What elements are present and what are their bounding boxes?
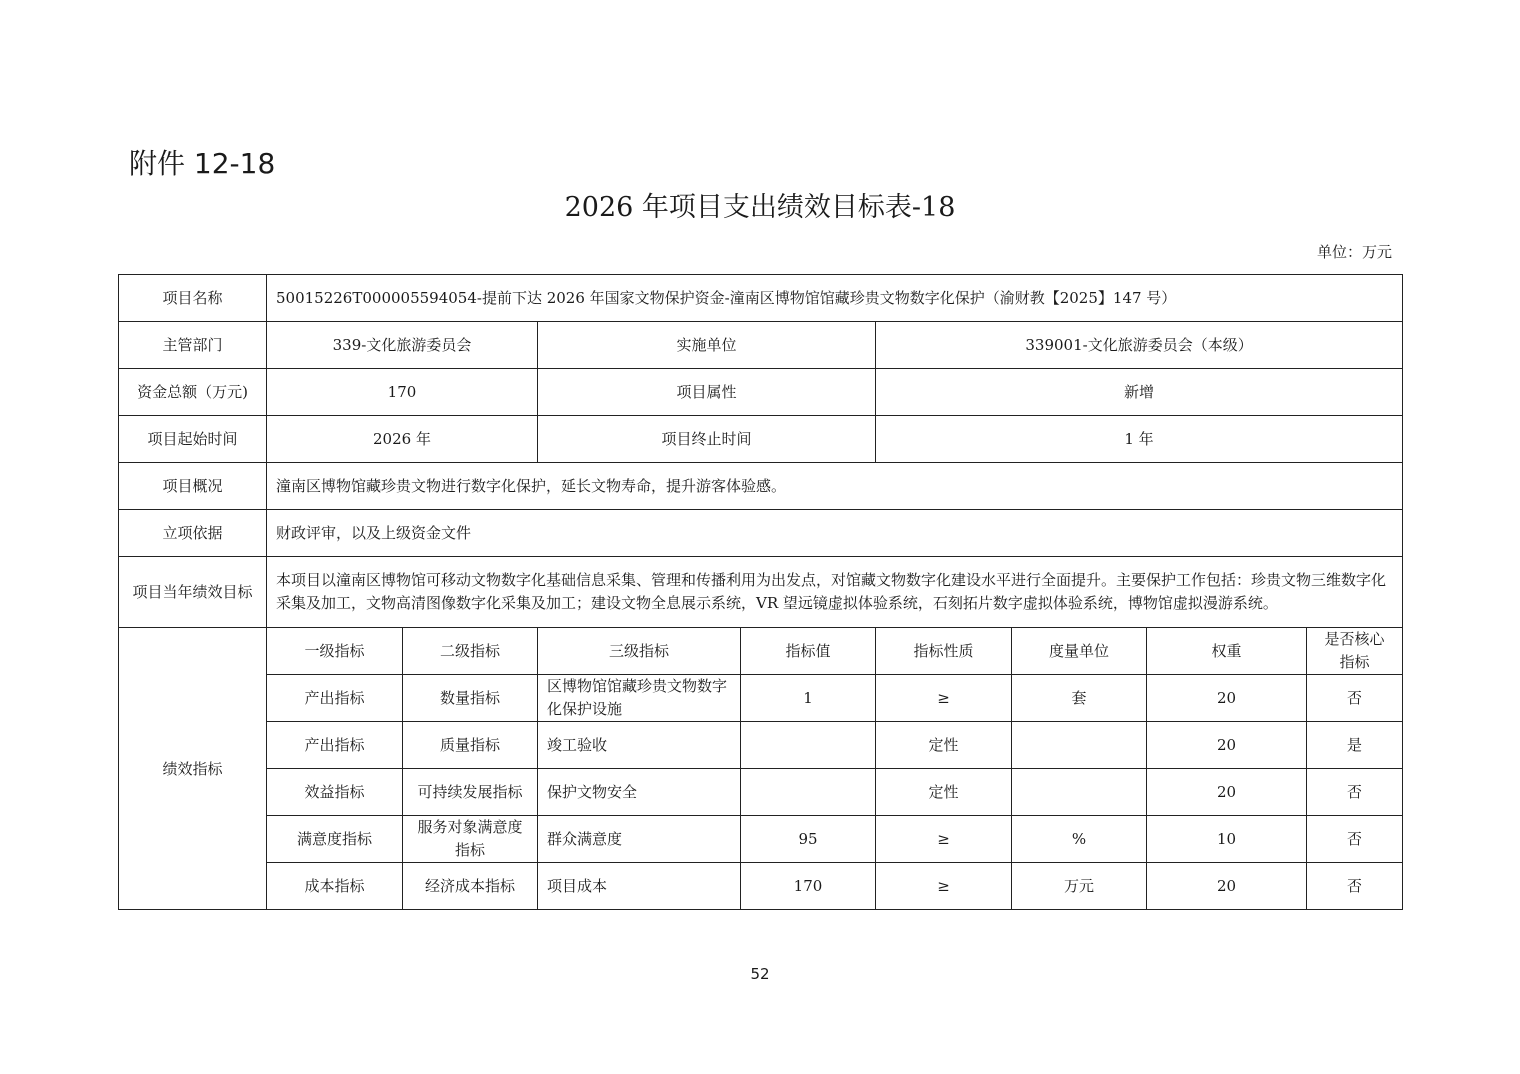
project-attr-label: 项目属性 [538, 369, 876, 416]
overview-label: 项目概况 [119, 463, 267, 510]
table-row [119, 863, 1403, 910]
unit-cell [1012, 769, 1147, 816]
level3-cell: 项目成本 [538, 863, 741, 910]
nature-cell: ≥ [876, 816, 1012, 863]
value-cell: 170 [741, 863, 876, 910]
basis-row [119, 510, 1403, 557]
goal-row [119, 557, 1403, 628]
level2-cell: 质量指标 [403, 722, 538, 769]
funds-value: 170 [267, 369, 538, 416]
performance-goal-table [118, 274, 1403, 910]
level1-cell: 产出指标 [267, 722, 403, 769]
weight-cell: 20 [1147, 863, 1307, 910]
level2-cell: 数量指标 [403, 675, 538, 722]
page-number: 52 [750, 965, 770, 983]
dept-row [119, 322, 1403, 369]
core-cell: 否 [1307, 675, 1403, 722]
overview-value: 潼南区博物馆藏珍贵文物进行数字化保护，延长文物寿命，提升游客体验感。 [267, 463, 1403, 510]
core-cell: 是 [1307, 722, 1403, 769]
level3-cell: 竣工验收 [538, 722, 741, 769]
header-level2: 二级指标 [403, 628, 538, 675]
basis-value: 财政评审，以及上级资金文件 [267, 510, 1403, 557]
header-core: 是否核心指标 [1307, 628, 1403, 675]
project-name-row [119, 275, 1403, 322]
unit-cell: % [1012, 816, 1147, 863]
unit-note: 单位：万元 [1316, 243, 1392, 261]
goal-label: 项目当年绩效目标 [119, 557, 267, 628]
project-attr-value: 新增 [876, 369, 1403, 416]
header-weight: 权重 [1147, 628, 1307, 675]
header-value: 指标值 [741, 628, 876, 675]
funds-label: 资金总额（万元) [119, 369, 267, 416]
level1-cell: 满意度指标 [267, 816, 403, 863]
value-cell [741, 722, 876, 769]
project-name-label: 项目名称 [119, 275, 267, 322]
project-name-value: 50015226T000005594054-提前下达 2026 年国家文物保护资金-潼南区博物馆馆藏珍贵文物数字化保护（渝财教【2025】147 号） [267, 275, 1403, 322]
basis-label: 立项依据 [119, 510, 267, 557]
nature-cell: 定性 [876, 769, 1012, 816]
funds-row [119, 369, 1403, 416]
table-row [119, 816, 1403, 863]
weight-cell: 20 [1147, 722, 1307, 769]
level2-cell: 经济成本指标 [403, 863, 538, 910]
table-row [119, 769, 1403, 816]
end-time-label: 项目终止时间 [538, 416, 876, 463]
dept-label: 主管部门 [119, 322, 267, 369]
end-time-value: 1 年 [876, 416, 1403, 463]
page-title: 2026 年项目支出绩效目标表-18 [564, 192, 956, 223]
level2-cell: 可持续发展指标 [403, 769, 538, 816]
level2-cell: 服务对象满意度指标 [403, 816, 538, 863]
start-time-value: 2026 年 [267, 416, 538, 463]
impl-unit-value: 339001-文化旅游委员会（本级） [876, 322, 1403, 369]
level1-cell: 效益指标 [267, 769, 403, 816]
core-cell: 否 [1307, 863, 1403, 910]
header-nature: 指标性质 [876, 628, 1012, 675]
nature-cell: ≥ [876, 863, 1012, 910]
start-time-label: 项目起始时间 [119, 416, 267, 463]
indicators-section-label: 绩效指标 [119, 628, 267, 910]
unit-cell [1012, 722, 1147, 769]
overview-row [119, 463, 1403, 510]
core-cell: 否 [1307, 816, 1403, 863]
nature-cell: ≥ [876, 675, 1012, 722]
nature-cell: 定性 [876, 722, 1012, 769]
goal-value: 本项目以潼南区博物馆可移动文物数字化基础信息采集、管理和传播利用为出发点，对馆藏文物数字化建设水平进行全面提升。主要保护工作包括：珍贵文物三维数字化采集及加工，文物高清图像数字化采集及加工；建设文物全息展示系统，VR 望远镜虚拟体验系统，石刻拓片数字虚拟体验系统，博物馆虚拟漫游系统。 [267, 557, 1403, 628]
header-level3: 三级指标 [538, 628, 741, 675]
header-unit: 度量单位 [1012, 628, 1147, 675]
table-row [119, 675, 1403, 722]
time-row [119, 416, 1403, 463]
unit-cell: 万元 [1012, 863, 1147, 910]
weight-cell: 10 [1147, 816, 1307, 863]
value-cell: 95 [741, 816, 876, 863]
level1-cell: 成本指标 [267, 863, 403, 910]
dept-value: 339-文化旅游委员会 [267, 322, 538, 369]
value-cell: 1 [741, 675, 876, 722]
indicator-header-row [119, 628, 1403, 675]
weight-cell: 20 [1147, 769, 1307, 816]
value-cell [741, 769, 876, 816]
level3-cell: 保护文物安全 [538, 769, 741, 816]
core-cell: 否 [1307, 769, 1403, 816]
attachment-label: 附件 12-18 [129, 147, 276, 180]
level1-cell: 产出指标 [267, 675, 403, 722]
level3-cell: 区博物馆馆藏珍贵文物数字化保护设施 [538, 675, 741, 722]
unit-cell: 套 [1012, 675, 1147, 722]
weight-cell: 20 [1147, 675, 1307, 722]
table-row [119, 722, 1403, 769]
impl-unit-label: 实施单位 [538, 322, 876, 369]
header-level1: 一级指标 [267, 628, 403, 675]
level3-cell: 群众满意度 [538, 816, 741, 863]
